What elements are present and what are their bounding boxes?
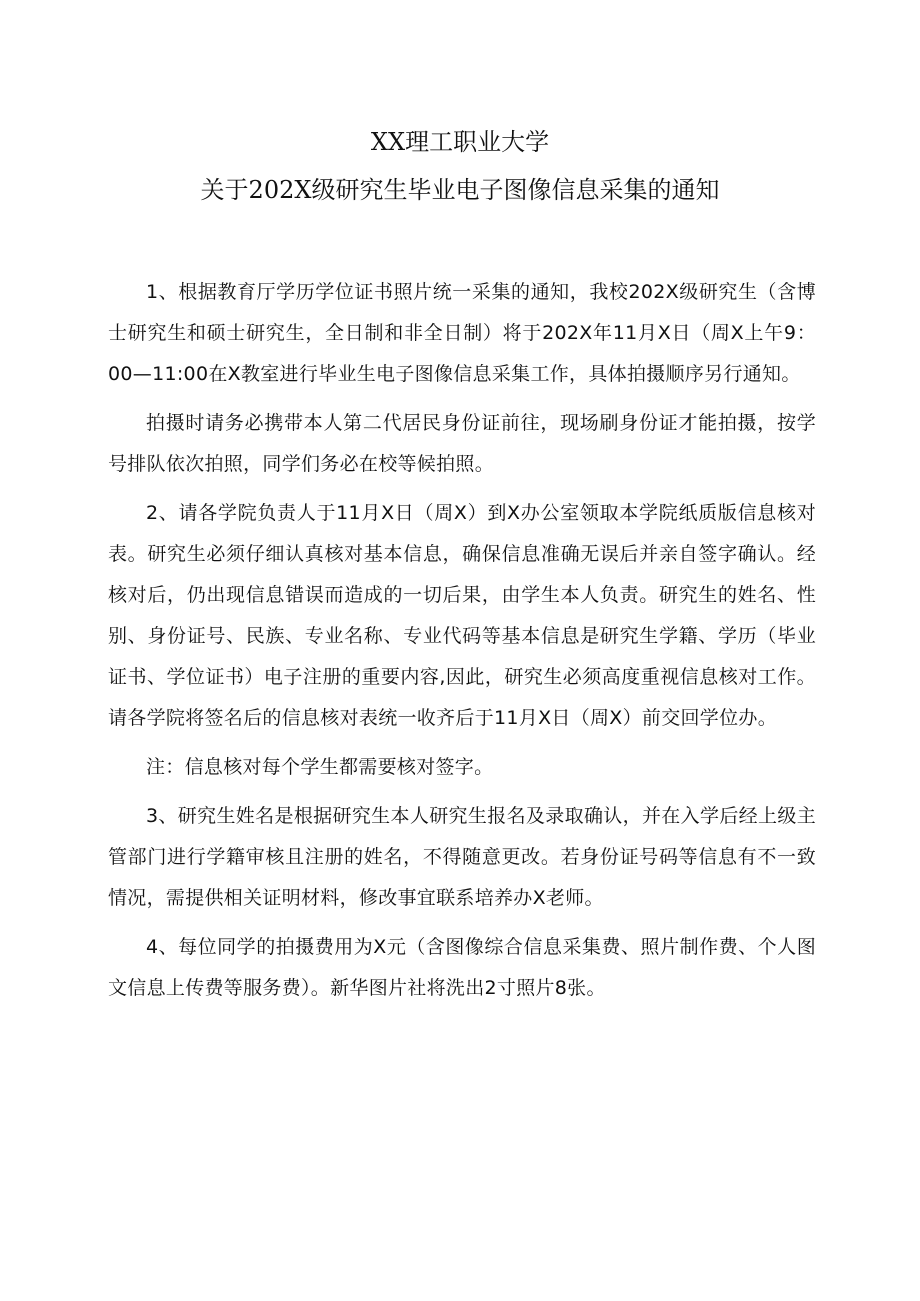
notice-header bbox=[0, 128, 920, 204]
paragraph-id-card: 拍摄时请务必携带本人第二代居民身份证前往，现场刷身份证才能拍摄，按学号排队依次拍照，同学们务必在校等候拍照。 bbox=[108, 412, 816, 475]
university-name: XX理工职业大学 bbox=[370, 128, 550, 156]
notice-body bbox=[108, 272, 816, 1017]
paragraph-4: 4、每位同学的拍摄费用为X元（含图像综合信息采集费、照片制作费、个人图文信息上传费等服务费）。新华图片社将洗出2寸照片8张。 bbox=[108, 936, 816, 999]
paragraph-note: 注：信息核对每个学生都需要核对签字。 bbox=[146, 756, 494, 778]
paragraph-1: 1、根据教育厅学历学位证书照片统一采集的通知，我校202X级研究生（含博士研究生和硕士研究生，全日制和非全日制）将于202X年11月X日（周X上午9：00—11:00在X教室进行毕业生电子图像信息采集工作，具体拍摄顺序另行通知。 bbox=[108, 281, 816, 385]
paragraph-2: 2、请各学院负责人于11月X日（周X）到X办公室领取本学院纸质版信息核对表。研究生必须仔细认真核对基本信息，确保信息准确无误后并亲自签字确认。经核对后，仍出现信息错误而造成的一切后果，由学生本人负责。研究生的姓名、性别、身份证号、民族、专业名称、专业代码等基本信息是研究生学籍、学历（毕业证书、学位证书）电子注册的重要内容,因此，研究生必须高度重视信息核对工作。请各学院将签名后的信息核对表统一收齐后于11月X日（周X）前交回学位办。 bbox=[108, 502, 816, 729]
notice-title: 关于202X级研究生毕业电子图像信息采集的通知 bbox=[200, 176, 720, 204]
paragraph-3: 3、研究生姓名是根据研究生本人研究生报名及录取确认，并在入学后经上级主管部门进行学籍审核且注册的姓名，不得随意更改。若身份证号码等信息有不一致情况，需提供相关证明材料，修改事宜联系培养办X老师。 bbox=[108, 805, 816, 909]
